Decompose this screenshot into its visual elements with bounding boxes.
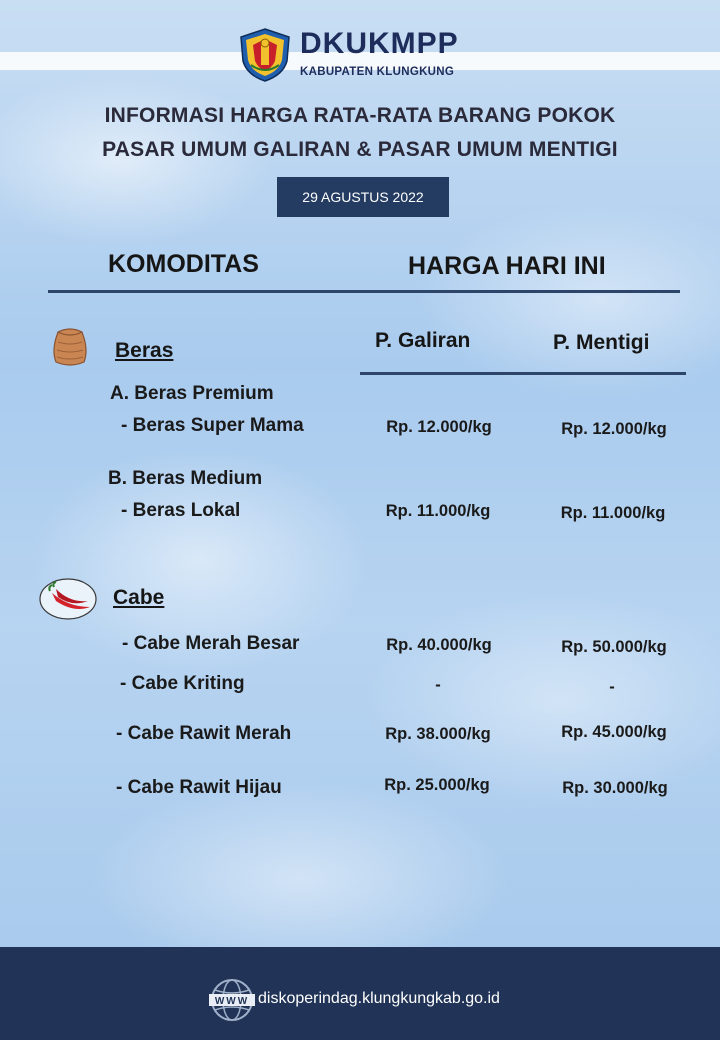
column-header-galiran: P. Galiran (375, 329, 471, 352)
cabe-price-galiran: Rp. 40.000/kg (386, 636, 492, 654)
cabe-item-name: - Cabe Kriting (120, 673, 245, 694)
cabe-price-galiran: - (435, 676, 441, 694)
cabe-price-galiran: Rp. 25.000/kg (384, 776, 490, 794)
brand-subtitle: KABUPATEN KLUNGKUNG (300, 66, 455, 78)
klungkung-emblem-icon (237, 27, 293, 83)
beras-section-title: Beras (115, 339, 174, 362)
chili-icon (38, 577, 98, 621)
brand-name: DKUKMPP (300, 27, 459, 60)
column-header-mentigi: P. Mentigi (553, 331, 650, 354)
rice-sack-icon (50, 326, 90, 368)
header-divider (48, 290, 680, 293)
globe-icon (209, 978, 255, 1022)
beras-item-name: - Beras Lokal (121, 500, 241, 521)
cabe-price-mentigi: Rp. 30.000/kg (562, 779, 668, 797)
cabe-section-title: Cabe (113, 586, 165, 609)
beras-price-galiran: Rp. 11.000/kg (385, 502, 491, 520)
beras-price-mentigi: Rp. 11.000/kg (560, 504, 666, 522)
beras-group-medium: B. Beras Medium (108, 468, 263, 489)
column-header-divider (360, 372, 686, 375)
page-title-line2: PASAR UMUM GALIRAN & PASAR UMUM MENTIGI (102, 138, 618, 161)
cabe-item-name: - Cabe Merah Besar (122, 633, 300, 654)
beras-item-name: - Beras Super Mama (121, 415, 304, 436)
cabe-price-mentigi: Rp. 45.000/kg (561, 723, 667, 741)
cabe-price-mentigi: Rp. 50.000/kg (561, 638, 667, 656)
page-title-line1: INFORMASI HARGA RATA-RATA BARANG POKOK (104, 104, 616, 127)
cabe-price-galiran: Rp. 38.000/kg (385, 725, 491, 743)
beras-group-premium: A. Beras Premium (110, 383, 274, 404)
cabe-price-mentigi: - (609, 678, 615, 696)
komoditas-header: KOMODITAS (108, 250, 259, 278)
cabe-item-name: - Cabe Rawit Hijau (116, 777, 282, 798)
beras-price-mentigi: Rp. 12.000/kg (561, 420, 667, 438)
beras-price-galiran: Rp. 12.000/kg (386, 418, 492, 436)
harga-header: HARGA HARI INI (408, 252, 606, 280)
cabe-item-name: - Cabe Rawit Merah (116, 723, 292, 744)
globe-label: WWW (214, 996, 250, 1007)
date-badge (277, 177, 449, 217)
date-text: 29 AGUSTUS 2022 (302, 189, 424, 205)
website-link[interactable]: diskoperindag.klungkungkab.go.id (258, 990, 500, 1007)
